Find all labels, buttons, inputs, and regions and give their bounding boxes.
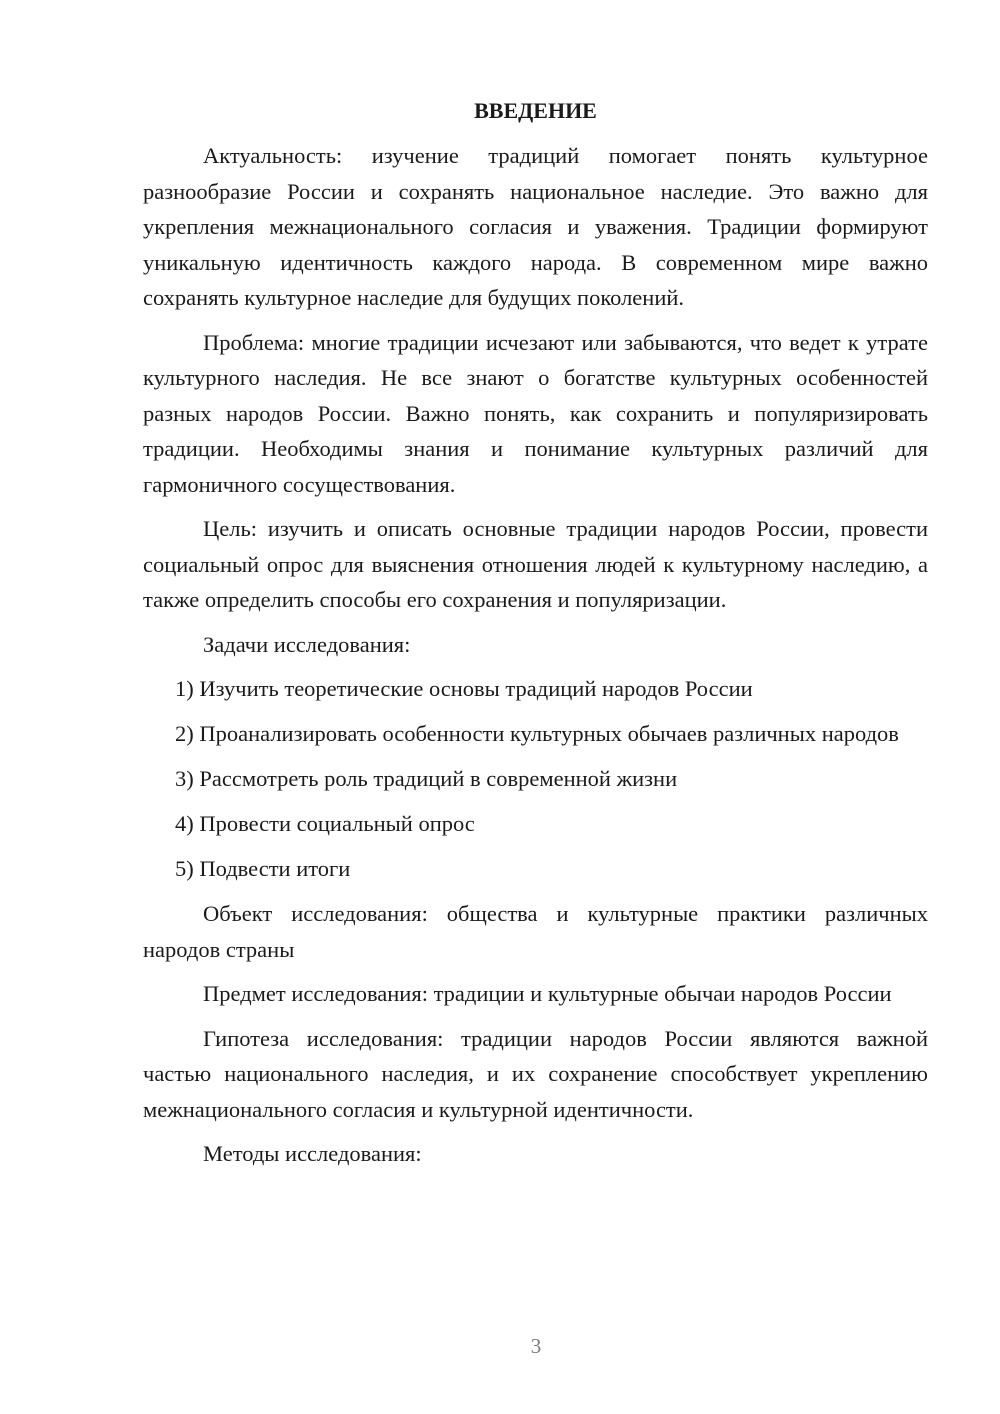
document-page xyxy=(143,96,928,1181)
methods-paragraph: Методы исследования: xyxy=(203,1141,422,1166)
subject-paragraph: Предмет исследования: традиции и культурные обычаи народов России xyxy=(203,981,892,1006)
task-item: 4) Провести социальный опрос xyxy=(175,811,475,836)
hypothesis-paragraph: Гипотеза исследования: традиции народов России являются важной частью национального наследия, и их сохранение способствует укреплению межнационального согласия и культурной идентичности. xyxy=(143,1025,928,1122)
goal-paragraph: Цель: изучить и описать основные традиции народов России, провести социальный опрос для выяснения отношения людей к культурному наследию, а также определить способы его сохранения и популяризации. xyxy=(143,516,928,612)
section-heading: ВВЕДЕНИЕ xyxy=(474,98,597,123)
relevance-paragraph: Актуальность: изучение традиций помогает понять культурное разнообразие России и сохранять национальное наследие. Это важно для укрепления межнационального согласия и уважения. Традиции формируют уникальную идентичность каждого народа. В современном мире важно сохранять культурное наследие для будущих поколений. xyxy=(143,143,928,310)
tasks-title: Задачи исследования: xyxy=(203,631,411,657)
task-item: 5) Подвести итоги xyxy=(175,856,351,881)
page-number: 3 xyxy=(530,1334,542,1358)
problem-paragraph: Проблема: многие традиции исчезают или забываются, что ведет к утрате культурного наследия. Не все знают о богатстве культурных особенностей разных народов России. Важно понять, как сохранить и популяризировать традиции. Необходимы знания и понимание культурных различий для гармоничного сосуществования. xyxy=(143,329,928,497)
object-paragraph: Объект исследования: общества и культурные практики различных народов страны xyxy=(143,901,928,962)
task-item: 2) Проанализировать особенности культурных обычаев различных народов xyxy=(175,721,899,746)
task-item: 3) Рассмотреть роль традиций в современной жизни xyxy=(175,766,678,791)
task-item: 1) Изучить теоретические основы традиций народов России xyxy=(175,676,753,701)
